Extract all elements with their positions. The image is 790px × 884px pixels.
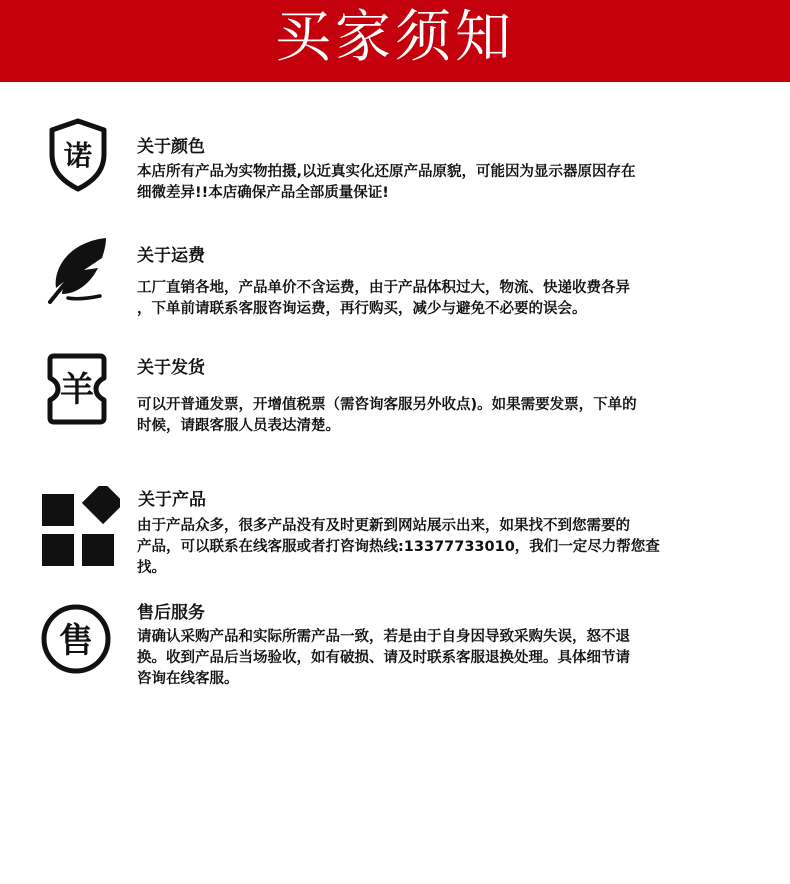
section-body: 请确认采购产品和实际所需产品一致，若是由于自身因导致采购失误，怒不退 换。收到产品后当场验收，如有破损、请及时联系客服退换处理。具体细节请 咨询在线客服。 [137,629,630,687]
product-grid-icon [40,486,120,568]
section-title: 售后服务 [137,603,205,623]
section-title: 关于运费 [137,246,205,266]
after-sales-circle-icon [40,603,112,675]
section-body: 由于产品众多，很多产品没有及时更新到网站展示出来，如果找不到您需要的 产品，可以联系在线客服或者打咨询热线:13377733010，我们一定尽力帮您查 找。 [137,518,660,576]
section-title: 关于颜色 [137,137,205,157]
feather-icon [46,236,110,304]
header-banner [0,0,790,82]
svg-text:羊: 羊 [60,370,94,410]
promise-shield-icon [48,118,108,192]
section-title: 关于发货 [137,358,205,378]
svg-text:诺: 诺 [63,139,93,172]
page-title: 买家须知 [275,5,515,70]
section-body: 本店所有产品为实物拍摄,以近真实化还原产品原貌，可能因为显示器原因存在 细微差异!!本店确保产品全部质量保证! [137,164,636,201]
yuan-ticket-icon [46,352,108,426]
svg-text:售: 售 [59,621,93,661]
section-title: 关于产品 [138,490,206,510]
section-body: 可以开普通发票，开增值税票（需咨询客服另外收点)。如果需要发票，下单的 时候，请跟客服人员表达清楚。 [137,397,637,434]
section-body: 工厂直销各地，产品单价不含运费，由于产品体积过大，物流、快递收费各异 ，下单前请联系客服咨询运费，再行购买，减少与避免不必要的误会。 [137,280,630,317]
